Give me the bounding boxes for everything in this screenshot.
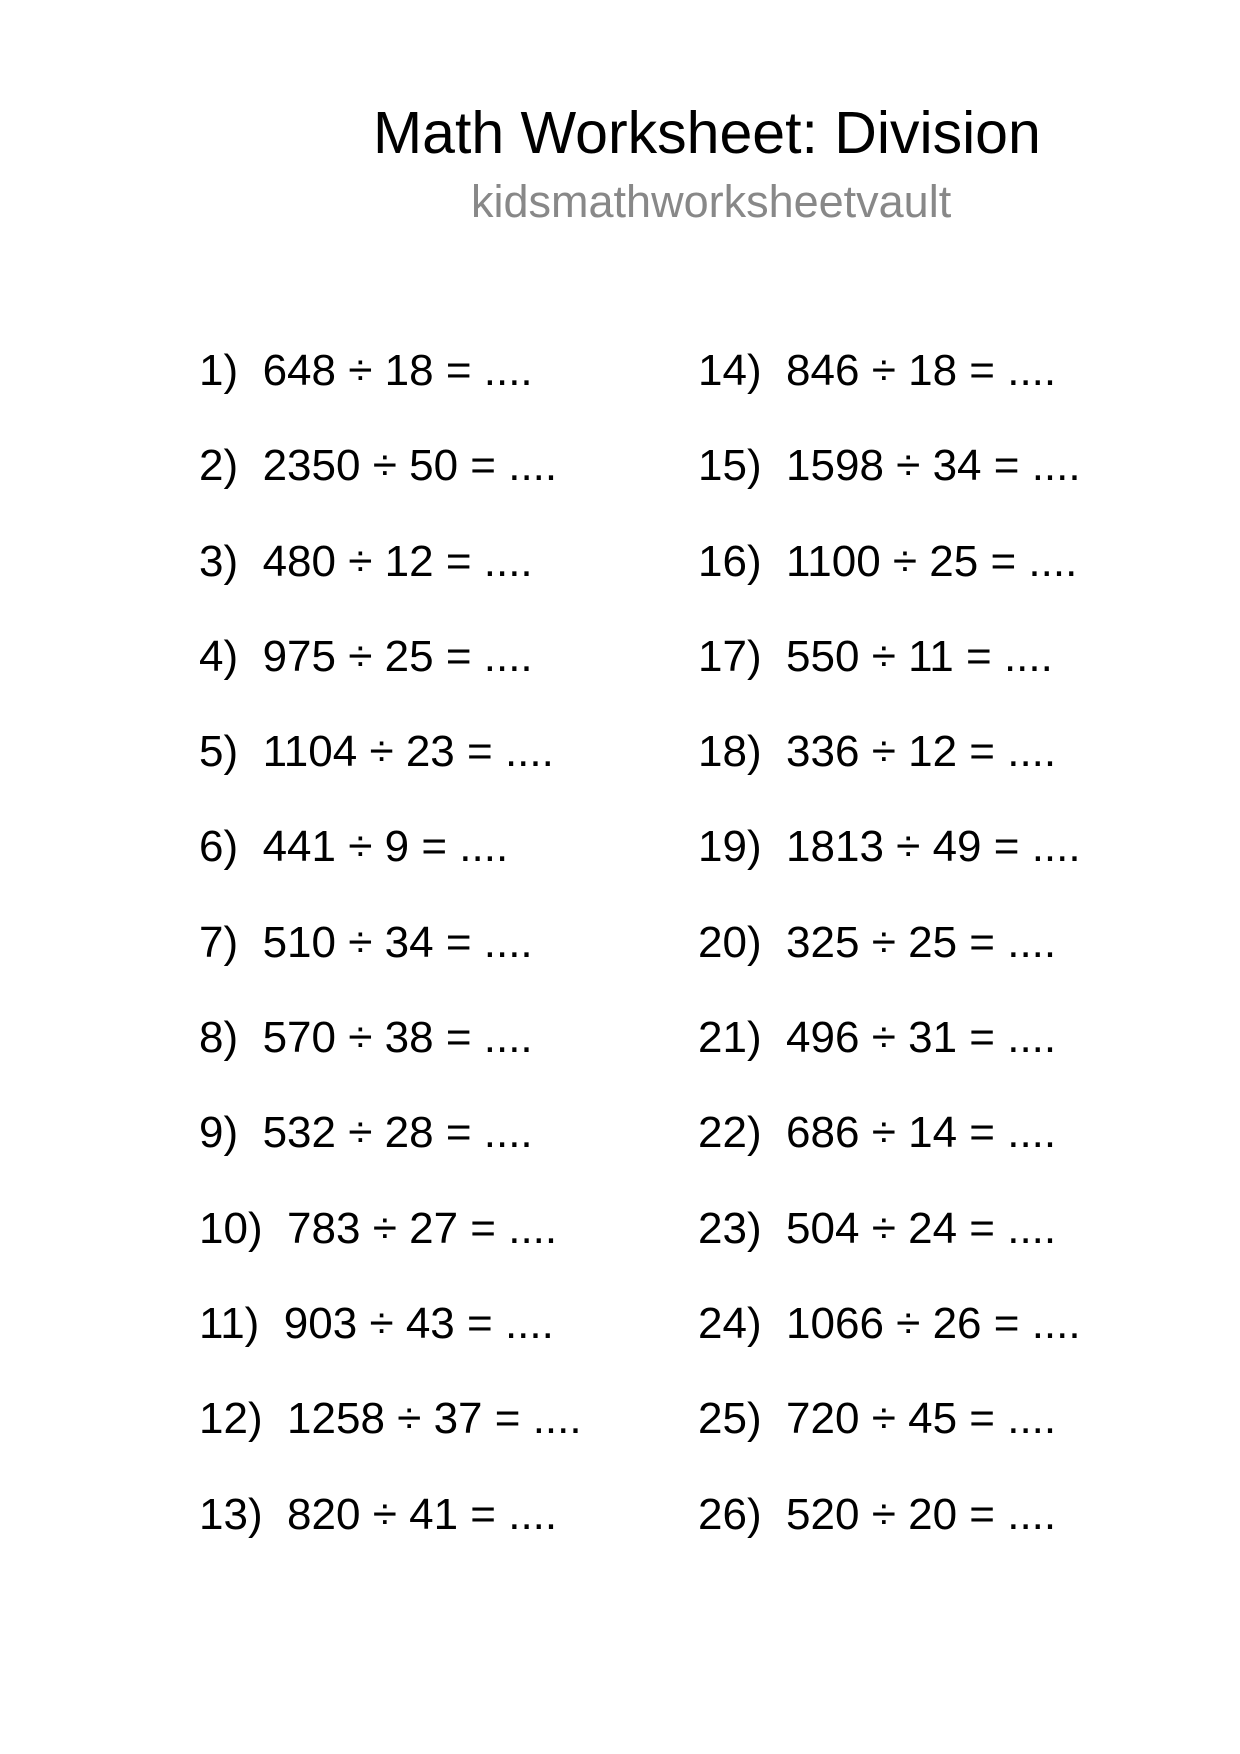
problem-number: 22) <box>698 1108 762 1158</box>
dividend: 783 <box>287 1203 361 1253</box>
problem-number: 5) <box>199 727 239 777</box>
problem-number: 2) <box>199 441 239 491</box>
answer-blank: .... <box>483 1013 533 1063</box>
equals-symbol: = <box>445 631 472 681</box>
problem-number: 3) <box>199 536 239 586</box>
equals-symbol: = <box>445 536 472 586</box>
dividend: 903 <box>283 1298 358 1348</box>
problem-item <box>199 441 582 539</box>
divide-symbol: ÷ <box>871 1394 896 1444</box>
dividend: 1813 <box>786 822 884 872</box>
equals-symbol: = <box>969 1489 995 1539</box>
dividend: 441 <box>262 822 336 872</box>
dividend: 686 <box>786 1108 860 1158</box>
divisor: 38 <box>384 1013 434 1063</box>
divisor: 11 <box>908 631 954 681</box>
problem-item <box>698 441 1081 539</box>
problem-item <box>698 727 1081 825</box>
answer-blank: .... <box>459 822 509 872</box>
problem-item <box>698 1108 1081 1206</box>
answer-blank: .... <box>1007 1108 1057 1158</box>
divide-symbol: ÷ <box>369 1298 394 1348</box>
equals-symbol: = <box>969 917 995 967</box>
answer-blank: .... <box>504 727 554 777</box>
dividend: 325 <box>786 917 860 967</box>
divisor: 43 <box>405 1298 455 1348</box>
problem-item <box>199 917 582 1016</box>
divide-symbol: ÷ <box>348 346 373 395</box>
divide-symbol: ÷ <box>871 1108 896 1158</box>
dividend: 336 <box>786 727 860 777</box>
divide-symbol: ÷ <box>348 631 373 681</box>
equals-symbol: = <box>969 1203 995 1253</box>
problem-number: 12) <box>199 1394 263 1444</box>
divisor: 18 <box>908 346 958 395</box>
answer-blank: .... <box>1007 727 1057 777</box>
answer-blank: .... <box>532 1394 582 1444</box>
answer-blank: .... <box>483 917 533 967</box>
problem-number: 23) <box>698 1203 762 1253</box>
equals-symbol: = <box>969 1108 995 1158</box>
problem-item <box>199 727 582 825</box>
divide-symbol: ÷ <box>892 536 918 586</box>
problem-item <box>698 822 1081 920</box>
divisor: 31 <box>908 1013 958 1063</box>
answer-blank: .... <box>1007 1013 1057 1063</box>
equals-symbol: = <box>993 1298 1020 1348</box>
divide-symbol: ÷ <box>871 727 896 777</box>
divide-symbol: ÷ <box>896 1298 921 1348</box>
problem-number: 20) <box>698 917 762 967</box>
dividend: 1104 <box>262 727 358 777</box>
problem-item <box>199 1203 582 1302</box>
divide-symbol: ÷ <box>896 822 921 872</box>
divisor: 49 <box>932 822 982 872</box>
dividend: 532 <box>262 1108 336 1158</box>
dividend: 1258 <box>287 1394 385 1444</box>
divide-symbol: ÷ <box>348 1108 373 1158</box>
problem-number: 14) <box>698 346 762 395</box>
divisor: 34 <box>932 441 982 491</box>
divisor: 45 <box>908 1394 958 1444</box>
divide-symbol: ÷ <box>871 1489 896 1539</box>
divide-symbol: ÷ <box>348 917 373 967</box>
divide-symbol: ÷ <box>372 441 397 491</box>
divide-symbol: ÷ <box>871 1013 896 1063</box>
answer-blank: .... <box>508 1203 558 1253</box>
equals-symbol: = <box>966 631 992 681</box>
answer-blank: .... <box>483 536 533 586</box>
divide-symbol: ÷ <box>348 1013 373 1063</box>
problem-item <box>199 822 582 920</box>
answer-blank: .... <box>1028 536 1078 586</box>
divisor: 25 <box>384 631 434 681</box>
divisor: 27 <box>409 1203 459 1253</box>
divide-symbol: ÷ <box>369 727 394 777</box>
answer-blank: .... <box>1007 1203 1057 1253</box>
equals-symbol: = <box>445 917 472 967</box>
divide-symbol: ÷ <box>896 441 921 491</box>
dividend: 480 <box>262 536 336 586</box>
answer-blank: .... <box>508 441 558 491</box>
divisor: 12 <box>908 727 958 777</box>
divide-symbol: ÷ <box>348 822 373 872</box>
equals-symbol: = <box>421 822 448 872</box>
problem-item <box>199 631 582 730</box>
equals-symbol: = <box>494 1394 521 1444</box>
problem-column-left <box>199 346 582 1588</box>
problem-item <box>199 1394 582 1492</box>
problem-number: 19) <box>698 822 762 872</box>
problem-number: 16) <box>698 536 762 586</box>
dividend: 1066 <box>786 1298 884 1348</box>
problem-number: 1) <box>199 346 239 395</box>
divisor: 12 <box>384 536 434 586</box>
divide-symbol: ÷ <box>397 1394 422 1444</box>
dividend: 648 <box>262 346 336 395</box>
dividend: 1598 <box>786 441 884 491</box>
problem-item <box>199 536 582 635</box>
problem-number: 17) <box>698 631 762 681</box>
divisor: 34 <box>384 917 434 967</box>
answer-blank: .... <box>1007 917 1057 967</box>
dividend: 504 <box>786 1203 860 1253</box>
equals-symbol: = <box>969 1013 995 1063</box>
problem-number: 15) <box>698 441 762 491</box>
problem-number: 21) <box>698 1013 762 1063</box>
problem-item <box>199 1298 582 1397</box>
problem-item <box>698 536 1081 635</box>
answer-blank: .... <box>1007 1394 1057 1444</box>
problem-item <box>698 1489 1081 1588</box>
problem-number: 10) <box>199 1203 263 1253</box>
equals-symbol: = <box>470 441 496 491</box>
problem-item <box>199 1108 582 1206</box>
dividend: 510 <box>262 917 336 967</box>
divisor: 18 <box>384 346 434 395</box>
problem-number: 9) <box>199 1108 239 1158</box>
worksheet-subtitle: kidsmathworksheetvault <box>471 176 952 227</box>
answer-blank: .... <box>1031 441 1081 491</box>
answer-blank: .... <box>483 346 533 395</box>
answer-blank: .... <box>1031 1298 1081 1348</box>
problem-item <box>698 1394 1081 1492</box>
dividend: 2350 <box>262 441 361 491</box>
answer-blank: .... <box>1003 631 1053 681</box>
dividend: 820 <box>287 1489 361 1539</box>
problem-item <box>199 346 582 444</box>
dividend: 550 <box>786 631 860 681</box>
divisor: 26 <box>932 1298 982 1348</box>
divisor: 9 <box>384 822 410 872</box>
answer-blank: .... <box>483 1108 533 1158</box>
answer-blank: .... <box>1007 346 1057 395</box>
problem-item <box>698 1203 1081 1302</box>
equals-symbol: = <box>445 1013 472 1063</box>
equals-symbol: = <box>467 727 493 777</box>
divide-symbol: ÷ <box>372 1203 397 1253</box>
problem-number: 6) <box>199 822 239 872</box>
answer-blank: .... <box>1007 1489 1057 1539</box>
equals-symbol: = <box>470 1489 496 1539</box>
problem-item <box>199 1013 582 1111</box>
divisor: 23 <box>405 727 455 777</box>
dividend: 570 <box>262 1013 336 1063</box>
dividend: 520 <box>786 1489 860 1539</box>
equals-symbol: = <box>969 727 995 777</box>
dividend: 720 <box>786 1394 860 1444</box>
problem-number: 26) <box>698 1489 762 1539</box>
problem-item <box>199 1489 582 1588</box>
divisor: 14 <box>908 1108 958 1158</box>
problem-item <box>698 1298 1081 1397</box>
answer-blank: .... <box>1031 822 1081 872</box>
divisor: 41 <box>409 1489 459 1539</box>
problem-item <box>698 917 1081 1016</box>
divisor: 25 <box>929 536 979 586</box>
equals-symbol: = <box>969 1394 995 1444</box>
dividend: 1100 <box>786 536 881 586</box>
equals-symbol: = <box>470 1203 496 1253</box>
equals-symbol: = <box>993 441 1020 491</box>
worksheet-title: Math Worksheet: Division <box>373 100 1041 166</box>
divide-symbol: ÷ <box>871 346 896 395</box>
problem-number: 18) <box>698 727 762 777</box>
dividend: 846 <box>786 346 860 395</box>
divisor: 25 <box>908 917 958 967</box>
problem-number: 24) <box>698 1298 762 1348</box>
problem-item <box>698 1013 1081 1111</box>
problem-number: 13) <box>199 1489 263 1539</box>
equals-symbol: = <box>993 822 1020 872</box>
problem-number: 4) <box>199 631 239 681</box>
problem-number: 8) <box>199 1013 239 1063</box>
answer-blank: .... <box>508 1489 558 1539</box>
equals-symbol: = <box>467 1298 493 1348</box>
problem-number: 11) <box>199 1298 260 1348</box>
divisor: 37 <box>433 1394 483 1444</box>
divide-symbol: ÷ <box>348 536 373 586</box>
equals-symbol: = <box>969 346 995 395</box>
divisor: 50 <box>409 441 459 491</box>
divide-symbol: ÷ <box>871 631 896 681</box>
problem-column-right <box>698 346 1081 1588</box>
divisor: 20 <box>908 1489 958 1539</box>
equals-symbol: = <box>990 536 1017 586</box>
problem-item <box>698 346 1081 444</box>
dividend: 975 <box>262 631 336 681</box>
answer-blank: .... <box>483 631 533 681</box>
dividend: 496 <box>786 1013 860 1063</box>
divide-symbol: ÷ <box>372 1489 397 1539</box>
divide-symbol: ÷ <box>871 1203 896 1253</box>
answer-blank: .... <box>504 1298 554 1348</box>
equals-symbol: = <box>445 1108 472 1158</box>
divide-symbol: ÷ <box>871 917 896 967</box>
divisor: 24 <box>908 1203 958 1253</box>
problem-number: 25) <box>698 1394 762 1444</box>
divisor: 28 <box>384 1108 434 1158</box>
equals-symbol: = <box>445 346 472 395</box>
problem-item <box>698 631 1081 730</box>
problem-number: 7) <box>199 917 239 967</box>
